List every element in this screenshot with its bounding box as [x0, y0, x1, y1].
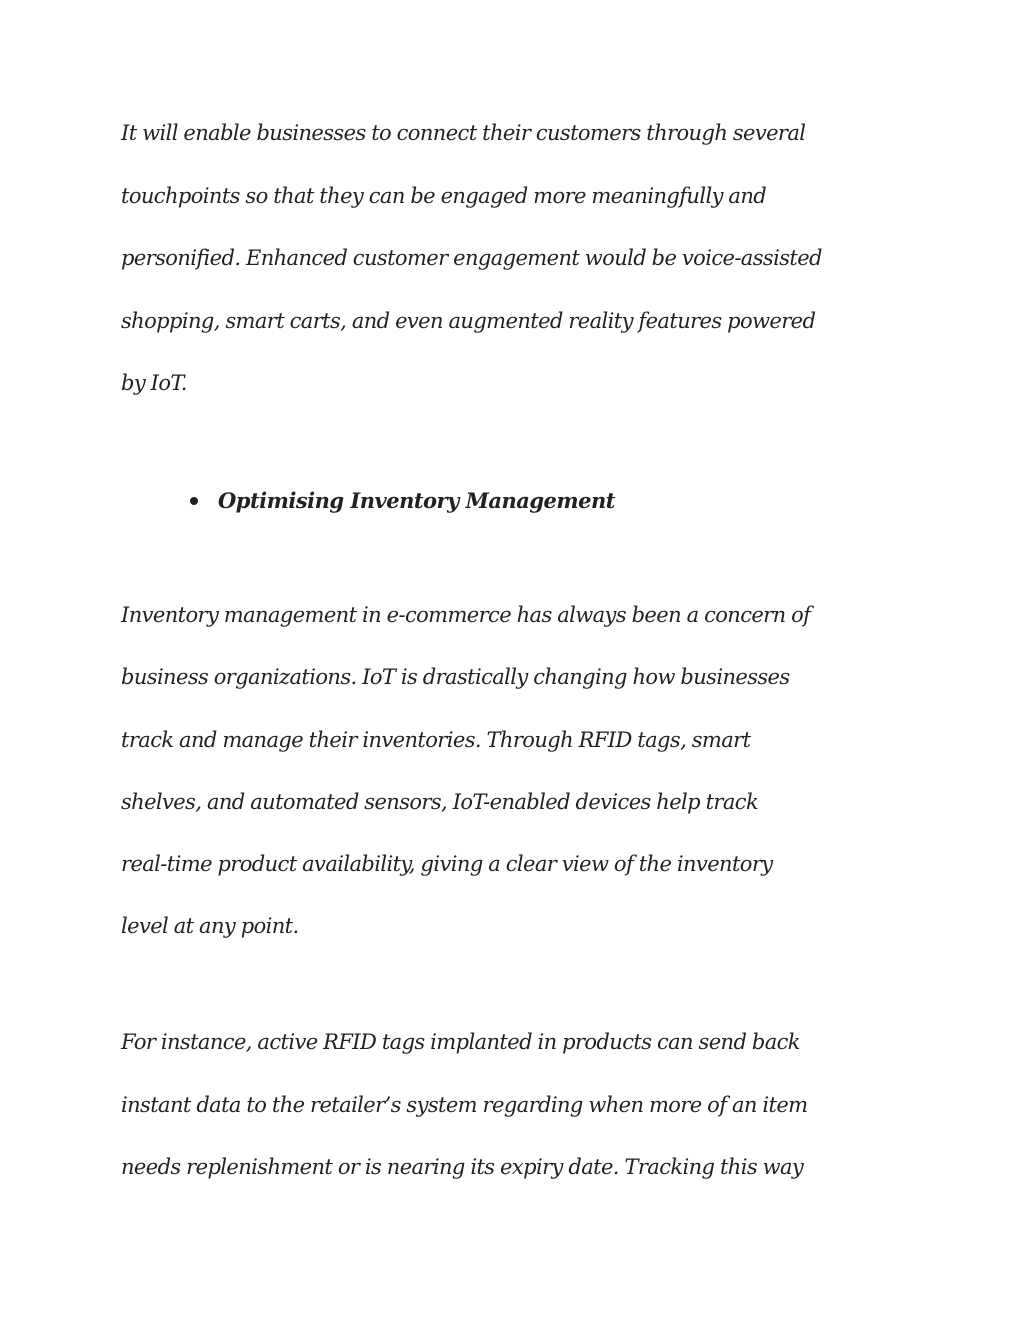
section-heading: Optimising Inventory Management: [218, 487, 615, 513]
text-line: by IoT.: [121, 371, 187, 395]
text-line: real-time product availability, giving a clear view of the inventory: [121, 852, 773, 876]
text-line: track and manage their inventories. Through RFID tags, smart: [121, 728, 751, 752]
text-line: Inventory management in e-commerce has always been a concern of: [121, 603, 811, 627]
text-line: For instance, active RFID tags implanted in products can send back: [121, 1030, 800, 1054]
text-line: personified. Enhanced customer engagement would be voice-assisted: [121, 246, 822, 270]
text-line: business organizations. IoT is drastically changing how businesses: [121, 665, 790, 689]
bullet-list-item: [190, 484, 615, 516]
text-line: shelves, and automated sensors, IoT-enabled devices help track: [121, 790, 759, 814]
text-line: It will enable businesses to connect their customers through several: [121, 121, 806, 145]
bullet-icon: [190, 497, 198, 505]
text-line: shopping, smart carts, and even augmented reality features powered: [121, 309, 816, 333]
text-line: touchpoints so that they can be engaged more meaningfully and: [121, 184, 767, 208]
text-line: level at any point.: [121, 914, 299, 938]
text-line: needs replenishment or is nearing its expiry date. Tracking this way: [121, 1155, 804, 1179]
text-line: instant data to the retailer’s system regarding when more of an item: [121, 1093, 808, 1117]
